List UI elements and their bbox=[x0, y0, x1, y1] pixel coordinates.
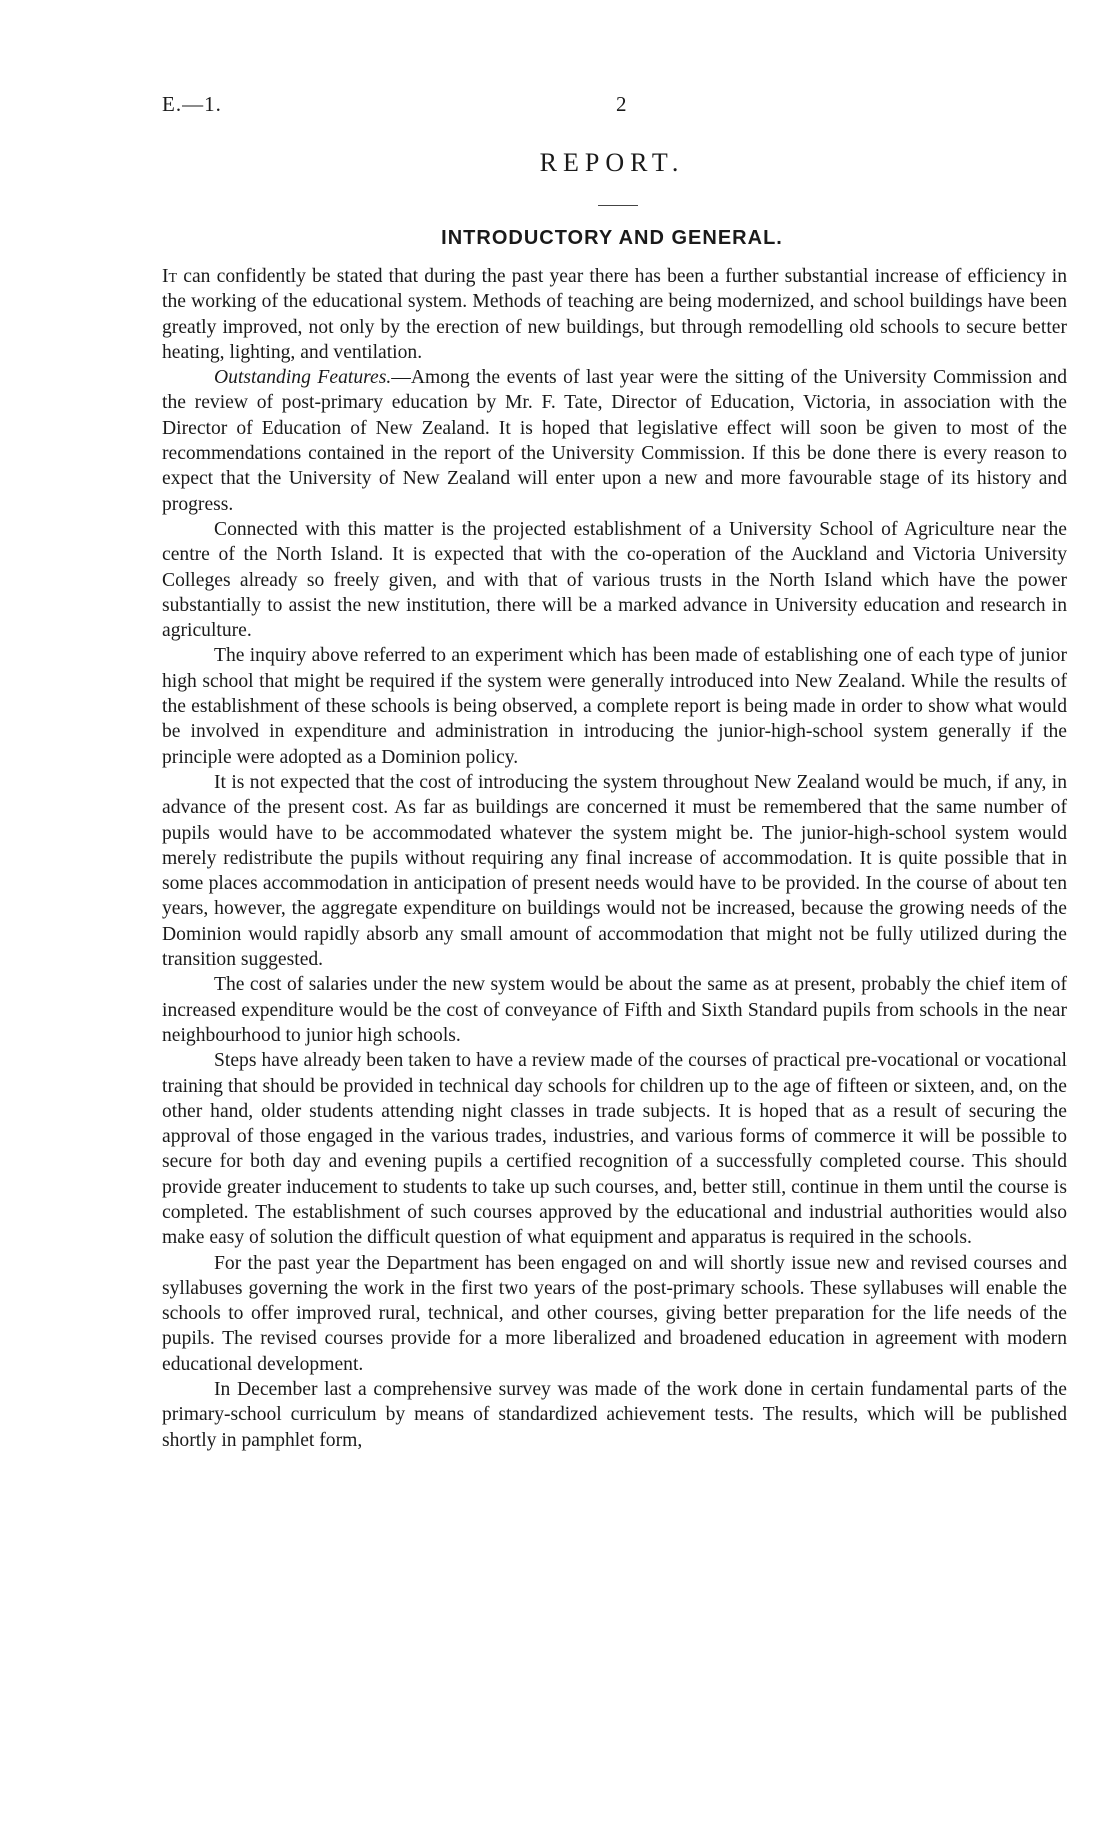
running-header bbox=[162, 92, 1062, 122]
section-heading: INTRODUCTORY AND GENERAL. bbox=[441, 227, 783, 249]
paragraph: It is not expected that the cost of introducing the system throughout New Zealand would be much, if any, in advance of the present cost. As far as buildings are concerned it must be remembered that the same number of pupils would have to be accommodated whatever the system might be. The junior-high-school system would merely redistribute the pupils without requiring any final increase of accommodation. It is quite possible that in some places accommodation in anticipation of present needs would have to be provided. In the course of about ten years, however, the aggregate expenditure on buildings would not be increased, because the growing needs of the Dominion would rapidly absorb any small amount of accommodation that might not be fully utilized during the transition suggested. bbox=[162, 771, 1067, 971]
paragraph bbox=[162, 264, 1067, 365]
body-text bbox=[162, 264, 1067, 1453]
paragraph bbox=[162, 365, 1067, 517]
paragraph-text: can confidently be stated that during the past year there has been a further substantial increase of efficiency in the working of the educational system. Methods of teaching are being modernized, and school buildings have been greatly improved, not only by the erection of new buildings, but through remodelling old schools to secure better heating, lighting, and ventilation. bbox=[162, 266, 1067, 363]
paragraph: The inquiry above referred to an experiment which has been made of establishing one of each type of junior high school that might be required if the system were generally introduced into New Zealand. While the results of the establishment of these schools is being observed, a complete report is being made in order to show what would be involved in expenditure and administration in introducing the junior-high-school system generally if the principle were adopted as a Dominion policy. bbox=[162, 645, 1067, 768]
paragraph: For the past year the Department has been engaged on and will shortly issue new and revised courses and syllabuses governing the work in the first two years of the post-primary schools. These syllabuses will enable the schools to offer improved rural, technical, and other courses, giving better preparation for the life needs of the pupils. The revised courses provide for a more liberalized and broadened education in agreement with modern educational development. bbox=[162, 1252, 1067, 1375]
paragraph-lead: It bbox=[162, 266, 178, 287]
page-number: 2 bbox=[616, 92, 628, 116]
report-title: REPORT. bbox=[539, 148, 685, 177]
paragraph: Connected with this matter is the projected establishment of a University School of Agriculture near the centre of the North Island. It is expected that with the co-operation of the Auckland and Victoria University Colleges already so freely given, and with that of various trusts in the North Island which have the power substantially to assist the new institution, there will be a marked advance in University education and research in agriculture. bbox=[162, 518, 1067, 642]
paragraph-text: —Among the events of last year were the sitting of the University Commission and the review of post-primary education by Mr. F. Tate, Director of Education, Victoria, in association with the Director of Education of New Zealand. It is hoped that legislative effect will soon be given to most of the recommendations contained in the report of the University Commission. If this be done there is every reason to expect that the University of New Zealand will enter upon a new and more favourable stage of its history and progress. bbox=[162, 367, 1067, 515]
title-rule bbox=[598, 205, 638, 206]
paragraph: In December last a comprehensive survey was made of the work done in certain fundamental parts of the primary-school curriculum by means of standardized achievement tests. The results, which will be published shortly in pamphlet form, bbox=[162, 1379, 1067, 1451]
side-heading: Outstanding Features. bbox=[214, 367, 392, 389]
document-reference: E.—1. bbox=[162, 92, 222, 116]
paragraph: The cost of salaries under the new system would be about the same as at present, probably the chief item of increased expenditure would be the cost of conveyance of Fifth and Sixth Standard pupils from schools in the near neighbourhood to junior high schools. bbox=[162, 974, 1067, 1046]
paragraph: Steps have already been taken to have a review made of the courses of practical pre-vocational or vocational training that should be provided in technical day schools for children up to the age of fifteen or sixteen, and, on the other hand, older students attending night classes in trade subjects. It is hoped that as a result of securing the approval of those engaged in the various trades, industries, and various forms of commerce it will be possible to secure for both day and evening pupils a certified recognition of a successfully completed course. This should provide greater inducement to students to take up such courses, and, better still, continue in them until the course is completed. The establishment of such courses approved by the educational and industrial authorities would also make easy of solution the difficult question of what equipment and apparatus is required in the schools. bbox=[162, 1050, 1067, 1249]
